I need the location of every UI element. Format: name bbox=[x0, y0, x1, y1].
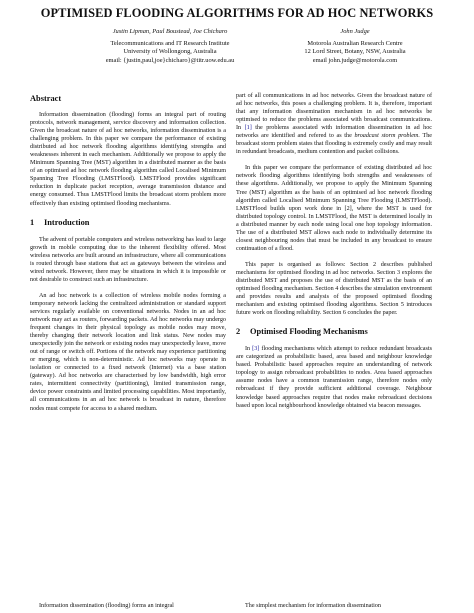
abstract-text: Information dissemination (flooding) forms an integral part of routing protocols, network management, service discovery and information collection. Given the broadcast nature of ad hoc networks, information dissemination is a challenging problem. In this paper we compare the performance of existing distributed ad hoc network flooding algorithms identifying strengths and weaknesses inherent in each mechanism. Additionally we propose to apply the Minimum Spanning Tree (MST) algorithm in a distributed manner as the basis of an optimised ad hoc network flooding algorithm called Localised Minimum Spanning Tree Flooding (LMSTFlood). LMSTFlood provides significant reduction in duplicate packet reception, average transmission distance and energy consumed. Thus LMSTFlood limits the broadcast storm problem more effectively than existing optimised flooding mechanisms. bbox=[30, 112, 226, 207]
paragraph: In [3] flooding mechanisms which attempt to reduce redundant broadcasts are categorized as probabilistic based, area based and neighbour knowledge based. Probabilistic based approaches require an understanding of network topology to assign rebroadcast probabilities to nodes. Area based approaches assume nodes have a common transmission range, therefore nodes only rebroadcast if they provide sufficient additional coverage. Neighbour knowledge based approaches require that nodes make rebroadcast decisions based upon local neighbourhood knowledge obtained via beacon messages. bbox=[236, 346, 432, 409]
citation-link[interactable]: [3] bbox=[252, 346, 260, 353]
section-number: 1 bbox=[30, 217, 35, 227]
right-column-last-line bbox=[236, 603, 432, 609]
citation-link[interactable]: [1] bbox=[244, 125, 252, 132]
author-block-left bbox=[70, 28, 270, 65]
paragraph: Information dissemination (flooding) forms an integral bbox=[39, 603, 174, 609]
author-email: email john.judge@motorola.com bbox=[312, 56, 398, 64]
paragraph: In this paper we compare the performance of existing distributed ad hoc network flooding algorithms identifying both strengths and weaknesses of these algorithms. Additionally, we propose to apply the Minimum Spanning Tree (MST) algorithm as the basis of an optimised ad hoc network flooding algorithm called Localised Minimum Spanning Tree Flooding (LMSTFlood). LMSTFlood builds upon work done in [2], where the MST is used for distributed topology control. In LMSTFlood, the MST is determined locally in a distributed manner by each node using local one hop topology information. The use of a distributed MST allows each node to individually determine its closest neighbouring nodes that must be included in any broadcast to ensure continuation of a flood. bbox=[236, 165, 432, 252]
abstract-heading: Abstract bbox=[30, 94, 62, 103]
paragraph: part of all communications in ad hoc networks. Given the broadcast nature of ad hoc networks, this poses a challenging problem. It is, therefore, important that any information dissemination mechanism in ad hoc networks be optimised to reduce the problems associated with broadcast communications. In [1] the problems associated with information dissemination in ad hoc networks are identified and refered to as the broadcast storm problem. The broadcast storm problem states that flooding is extremely costly and may result in redundant broadcasts, medium contention and packet collisions. bbox=[236, 93, 432, 156]
author-affiliation: Motorola Australian Research Centre bbox=[307, 40, 403, 48]
paper-title: OPTIMISED FLOODING ALGORITHMS FOR AD HOC NETWORKS bbox=[40, 6, 434, 20]
right-column bbox=[236, 92, 432, 410]
paragraph: An ad hoc network is a collection of wireless mobile nodes forming a temporary network lacking the centralized administration or standard support services regularly available on conventional networks. Nodes in an ad hoc network may act as routers, forwarding packets. Ad hoc networks may undergo frequent changes in their physical topology as mobile nodes may move, thereby changing their network location and link status. New nodes may unexpectedly join the network or existing nodes may unexpectedly leave, move out of range or switch off. Portions of the network may experience partitioning or merging, which is non-deterministic. Ad hoc networks may operate in isolation or connected to a fixed network (Internet) via a base station (gateway). Ad hoc networks are characterised by low bandwidth, high error rates, intermittent connectivity (partitioning), limited transmission range, device power constraints and limited processing capabilities. Most importantly, all communications in an ad hoc network is broadcast in nature, therefore nodes must compete for access to a shared medium. bbox=[30, 292, 226, 412]
paragraph: The advent of portable computers and wireless networking has lead to large growth in mobile computing due to the inherent flexibility offered. Most wireless networks are built around an infrastructure, where all communications is routed through base stations that act as gateways between the wireless and wired network. However, there may be situations in which it is impossible or not desirable to construct such an infrastructure. bbox=[30, 236, 226, 283]
section-title: Optimised Flooding Mechanisms bbox=[250, 327, 368, 337]
author-names: John Judge bbox=[340, 28, 370, 35]
author-names: Justin Lipman, Paul Boustead, Joe Chicharo bbox=[112, 28, 228, 35]
author-affiliation: Telecommunications and IT Research Institute bbox=[110, 40, 230, 48]
left-column-last-line bbox=[30, 603, 226, 609]
section-title: Introduction bbox=[44, 217, 90, 227]
author-address: 12 Lord Street, Botany, NSW, Australia bbox=[304, 48, 406, 56]
author-address: University of Wollongong, Australia bbox=[123, 48, 217, 56]
paragraph: The simplest mechanism for information dissemination bbox=[245, 603, 381, 609]
left-column bbox=[30, 92, 226, 413]
author-block-right bbox=[270, 28, 440, 65]
section-heading-introduction bbox=[30, 218, 226, 228]
section-heading-optimised-flooding bbox=[236, 327, 432, 337]
author-email: email: {justin,paul,joe}chicharo}@titr.uow.edu.au bbox=[105, 56, 235, 64]
section-number: 2 bbox=[236, 327, 241, 337]
paragraph: This paper is organised as follows: Section 2 describes published mechanisms for optimised flooding in ad hoc networks. Section 3 explores the distributed MST and proposes the use of distributed MST as the basis of an optimised flooding mechanism. Section 4 describes the simulation environment and provides results and analysis of the proposed optimised flooding mechanism and existing optimised flooding algorithms. Section 5 introduces future work on flooding reliability. Section 6 concludes the paper. bbox=[236, 261, 432, 317]
